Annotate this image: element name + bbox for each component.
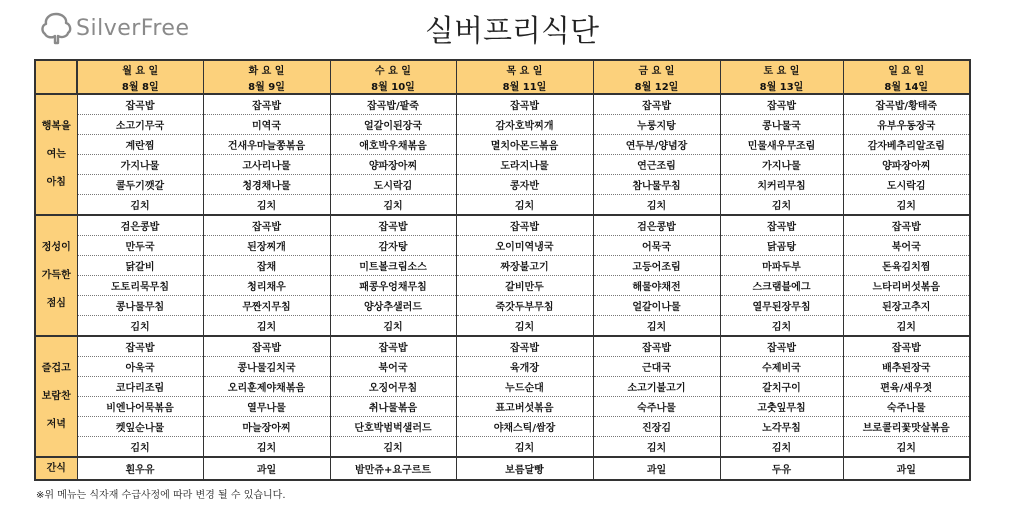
menu-item: 가지나물: [720, 155, 843, 175]
menu-item: 검은콩밥: [593, 215, 720, 236]
meal-category: [35, 94, 77, 215]
day-name: 목 요 일: [456, 60, 593, 77]
menu-item: 열무된장무침: [720, 296, 843, 316]
menu-item: 김치: [720, 437, 843, 458]
menu-item: 김치: [456, 437, 593, 458]
menu-item: 아욱국: [77, 357, 203, 377]
meal-plan-table: [34, 59, 971, 481]
day-date: 8월 9일: [203, 77, 330, 94]
menu-item: 해물야채전: [593, 276, 720, 296]
menu-item: 김치: [330, 316, 456, 337]
menu-item: 검은콩밥: [77, 215, 203, 236]
menu-item: 김치: [203, 437, 330, 458]
day-date: 8월 11일: [456, 77, 593, 94]
menu-item: 김치: [593, 195, 720, 216]
menu-item: 고등어조림: [593, 256, 720, 276]
meal-category-line: 행복을: [41, 120, 71, 132]
header-corner: [35, 60, 77, 94]
menu-item: 감자베추리알조림: [843, 135, 970, 155]
menu-item: 야채스틱/쌈장: [456, 417, 593, 437]
menu-item: 육개장: [456, 357, 593, 377]
snack-item: 흰우유: [77, 457, 203, 480]
menu-item: 잡곡밥: [720, 94, 843, 115]
menu-item: 마파두부: [720, 256, 843, 276]
day-name: 수 요 일: [330, 60, 456, 77]
meal-row: [35, 195, 970, 216]
menu-item: 열무나물: [203, 397, 330, 417]
meal-row: [35, 236, 970, 256]
menu-item: 마늘장아찌: [203, 417, 330, 437]
menu-item: 멸치아몬드볶음: [456, 135, 593, 155]
menu-item: 김치: [330, 437, 456, 458]
menu-item: 편육/새우젓: [843, 377, 970, 397]
menu-item: 김치: [330, 195, 456, 216]
menu-item: 소고기불고기: [593, 377, 720, 397]
day-date: 8월 10일: [330, 77, 456, 94]
menu-item: 어묵국: [593, 236, 720, 256]
menu-item: 청리채우: [203, 276, 330, 296]
meal-row: [35, 94, 970, 115]
menu-item: 김치: [593, 437, 720, 458]
menu-item: 짜장불고기: [456, 256, 593, 276]
menu-item: 치커리무침: [720, 175, 843, 195]
menu-item: 잡곡밥: [456, 336, 593, 357]
menu-item: 닭갈비: [77, 256, 203, 276]
meal-row: [35, 115, 970, 135]
meal-category-line: 여는: [46, 148, 66, 160]
menu-item: 브로콜리꽃맛살볶음: [843, 417, 970, 437]
day-name: 금 요 일: [593, 60, 720, 77]
snack-item: 과일: [203, 457, 330, 480]
meal-row: [35, 276, 970, 296]
menu-item: 갈치구이: [720, 377, 843, 397]
snack-item: 과일: [593, 457, 720, 480]
menu-item: 수제비국: [720, 357, 843, 377]
day-name: 월 요 일: [77, 60, 203, 77]
menu-item: 김치: [720, 316, 843, 337]
day-date: 8월 14일: [843, 77, 970, 94]
menu-item: 코다리조림: [77, 377, 203, 397]
menu-item: 북어국: [330, 357, 456, 377]
meal-row: [35, 215, 970, 236]
menu-item: 콩나물국: [720, 115, 843, 135]
menu-item: 감자탕: [330, 236, 456, 256]
menu-item: 콩자반: [456, 175, 593, 195]
menu-item: 만두국: [77, 236, 203, 256]
day-date: 8월 8일: [77, 77, 203, 94]
menu-item: 얼갈이된장국: [330, 115, 456, 135]
menu-item: 잡곡밥: [593, 94, 720, 115]
menu-item: 청경채나물: [203, 175, 330, 195]
menu-item: 잡곡밥: [456, 94, 593, 115]
menu-item: 느타리버섯볶음: [843, 276, 970, 296]
meal-row: [35, 175, 970, 195]
menu-item: 잡곡밥: [203, 94, 330, 115]
menu-item: 도라지나물: [456, 155, 593, 175]
snack-item: 과일: [843, 457, 970, 480]
menu-item: 미역국: [203, 115, 330, 135]
menu-item: 노각무침: [720, 417, 843, 437]
menu-item: 근대국: [593, 357, 720, 377]
menu-item: 김치: [720, 195, 843, 216]
menu-item: 잡곡밥/팥죽: [330, 94, 456, 115]
menu-item: 김치: [843, 316, 970, 337]
menu-item: 잡곡밥: [720, 336, 843, 357]
menu-item: 잡곡밥/황태죽: [843, 94, 970, 115]
day-name: 화 요 일: [203, 60, 330, 77]
meal-category-line: 보람찬: [41, 390, 71, 402]
menu-item: 콜두기깻갈: [77, 175, 203, 195]
meal-row: [35, 336, 970, 357]
menu-item: 감자호박찌개: [456, 115, 593, 135]
menu-item: 양파장아찌: [330, 155, 456, 175]
menu-item: 김치: [77, 316, 203, 337]
menu-item: 된장찌개: [203, 236, 330, 256]
menu-item: 잡곡밥: [843, 336, 970, 357]
menu-item: 잡곡밥: [330, 336, 456, 357]
menu-item: 패콩우엉채무침: [330, 276, 456, 296]
menu-item: 누드순대: [456, 377, 593, 397]
meal-category-line: 정성이: [41, 241, 71, 253]
meal-row: [35, 296, 970, 316]
menu-item: 잡곡밥: [77, 94, 203, 115]
menu-change-note: ※위 메뉴는 식자재 수급사정에 따라 변경 될 수 있습니다.: [36, 490, 286, 501]
menu-item: 잡곡밥: [203, 336, 330, 357]
meal-category-line: 가득한: [41, 269, 71, 281]
meal-row: [35, 437, 970, 458]
menu-item: 된장고추지: [843, 296, 970, 316]
menu-item: 도토리묵무침: [77, 276, 203, 296]
menu-item: 연근조림: [593, 155, 720, 175]
menu-item: 미트볼크림소스: [330, 256, 456, 276]
meal-row: [35, 155, 970, 175]
menu-item: 숙주나물: [843, 397, 970, 417]
menu-item: 김치: [843, 195, 970, 216]
menu-item: 누룽지탕: [593, 115, 720, 135]
menu-item: 도시락김: [843, 175, 970, 195]
menu-item: 오징어무침: [330, 377, 456, 397]
menu-item: 고춧잎무침: [720, 397, 843, 417]
menu-item: 오리훈제야채볶음: [203, 377, 330, 397]
menu-item: 잡곡밥: [77, 336, 203, 357]
day-date: 8월 12일: [593, 77, 720, 94]
menu-item: 콩나물무침: [77, 296, 203, 316]
meal-row: [35, 417, 970, 437]
menu-item: 양상추샐러드: [330, 296, 456, 316]
day-date: 8월 13일: [720, 77, 843, 94]
brand-name: SilverFree: [76, 15, 190, 41]
menu-item: 잡채: [203, 256, 330, 276]
menu-item: 김치: [593, 316, 720, 337]
meal-category-line: 점심: [46, 297, 66, 309]
menu-item: 숙주나물: [593, 397, 720, 417]
meal-row: [35, 397, 970, 417]
menu-item: 무짠지무침: [203, 296, 330, 316]
menu-item: 김치: [456, 316, 593, 337]
menu-item: 도시락김: [330, 175, 456, 195]
menu-item: 배추된장국: [843, 357, 970, 377]
menu-item: 비엔나어묵볶음: [77, 397, 203, 417]
day-name: 일 요 일: [843, 60, 970, 77]
meal-category-line: 즐겁고: [41, 362, 71, 374]
menu-item: 진장김: [593, 417, 720, 437]
menu-item: 김치: [843, 437, 970, 458]
menu-item: 표고버섯볶음: [456, 397, 593, 417]
menu-item: 김치: [77, 437, 203, 458]
meal-category: [35, 215, 77, 336]
menu-item: 얼갈이나물: [593, 296, 720, 316]
meal-row: [35, 377, 970, 397]
menu-item: 갈비만두: [456, 276, 593, 296]
meal-row: [35, 357, 970, 377]
snack-row: [35, 457, 970, 480]
snack-item: 밤만쥬+요구르트: [330, 457, 456, 480]
menu-item: 스크램블에그: [720, 276, 843, 296]
menu-item: 애호박우채볶음: [330, 135, 456, 155]
menu-item: 참나물무침: [593, 175, 720, 195]
meal-category-line: 아침: [46, 176, 66, 188]
meal-row: [35, 135, 970, 155]
menu-item: 가지나물: [77, 155, 203, 175]
menu-item: 잡곡밥: [203, 215, 330, 236]
menu-item: 잡곡밥: [330, 215, 456, 236]
day-name: 토 요 일: [720, 60, 843, 77]
menu-item: 죽갓두부무침: [456, 296, 593, 316]
menu-item: 돈육김치찜: [843, 256, 970, 276]
menu-item: 김치: [203, 316, 330, 337]
menu-item: 유부우동장국: [843, 115, 970, 135]
menu-item: 고사리나물: [203, 155, 330, 175]
menu-item: 연두부/양념장: [593, 135, 720, 155]
menu-item: 김치: [456, 195, 593, 216]
menu-item: 잡곡밥: [843, 215, 970, 236]
menu-item: 건새우마늘쫑볶음: [203, 135, 330, 155]
menu-item: 닭곰탕: [720, 236, 843, 256]
menu-item: 콩나물김치국: [203, 357, 330, 377]
meal-row: [35, 256, 970, 276]
snack-label: 간식: [35, 457, 77, 480]
snack-item: 보름달빵: [456, 457, 593, 480]
menu-item: 잡곡밥: [456, 215, 593, 236]
snack-item: 두유: [720, 457, 843, 480]
menu-item: 켓잎순나물: [77, 417, 203, 437]
menu-item: 북어국: [843, 236, 970, 256]
menu-item: 김치: [203, 195, 330, 216]
page-title: 실버프리식단: [425, 14, 599, 49]
menu-item: 계란찜: [77, 135, 203, 155]
menu-item: 오이미역냉국: [456, 236, 593, 256]
menu-item: 양파장아찌: [843, 155, 970, 175]
meal-category-line: 저녁: [46, 418, 66, 430]
menu-item: 잡곡밥: [720, 215, 843, 236]
menu-item: 민물새우무조림: [720, 135, 843, 155]
menu-item: 잡곡밥: [593, 336, 720, 357]
meal-category: [35, 336, 77, 457]
menu-item: 취나물볶음: [330, 397, 456, 417]
menu-item: 김치: [77, 195, 203, 216]
meal-row: [35, 316, 970, 337]
menu-item: 소고기무국: [77, 115, 203, 135]
menu-item: 단호박범벅샐러드: [330, 417, 456, 437]
